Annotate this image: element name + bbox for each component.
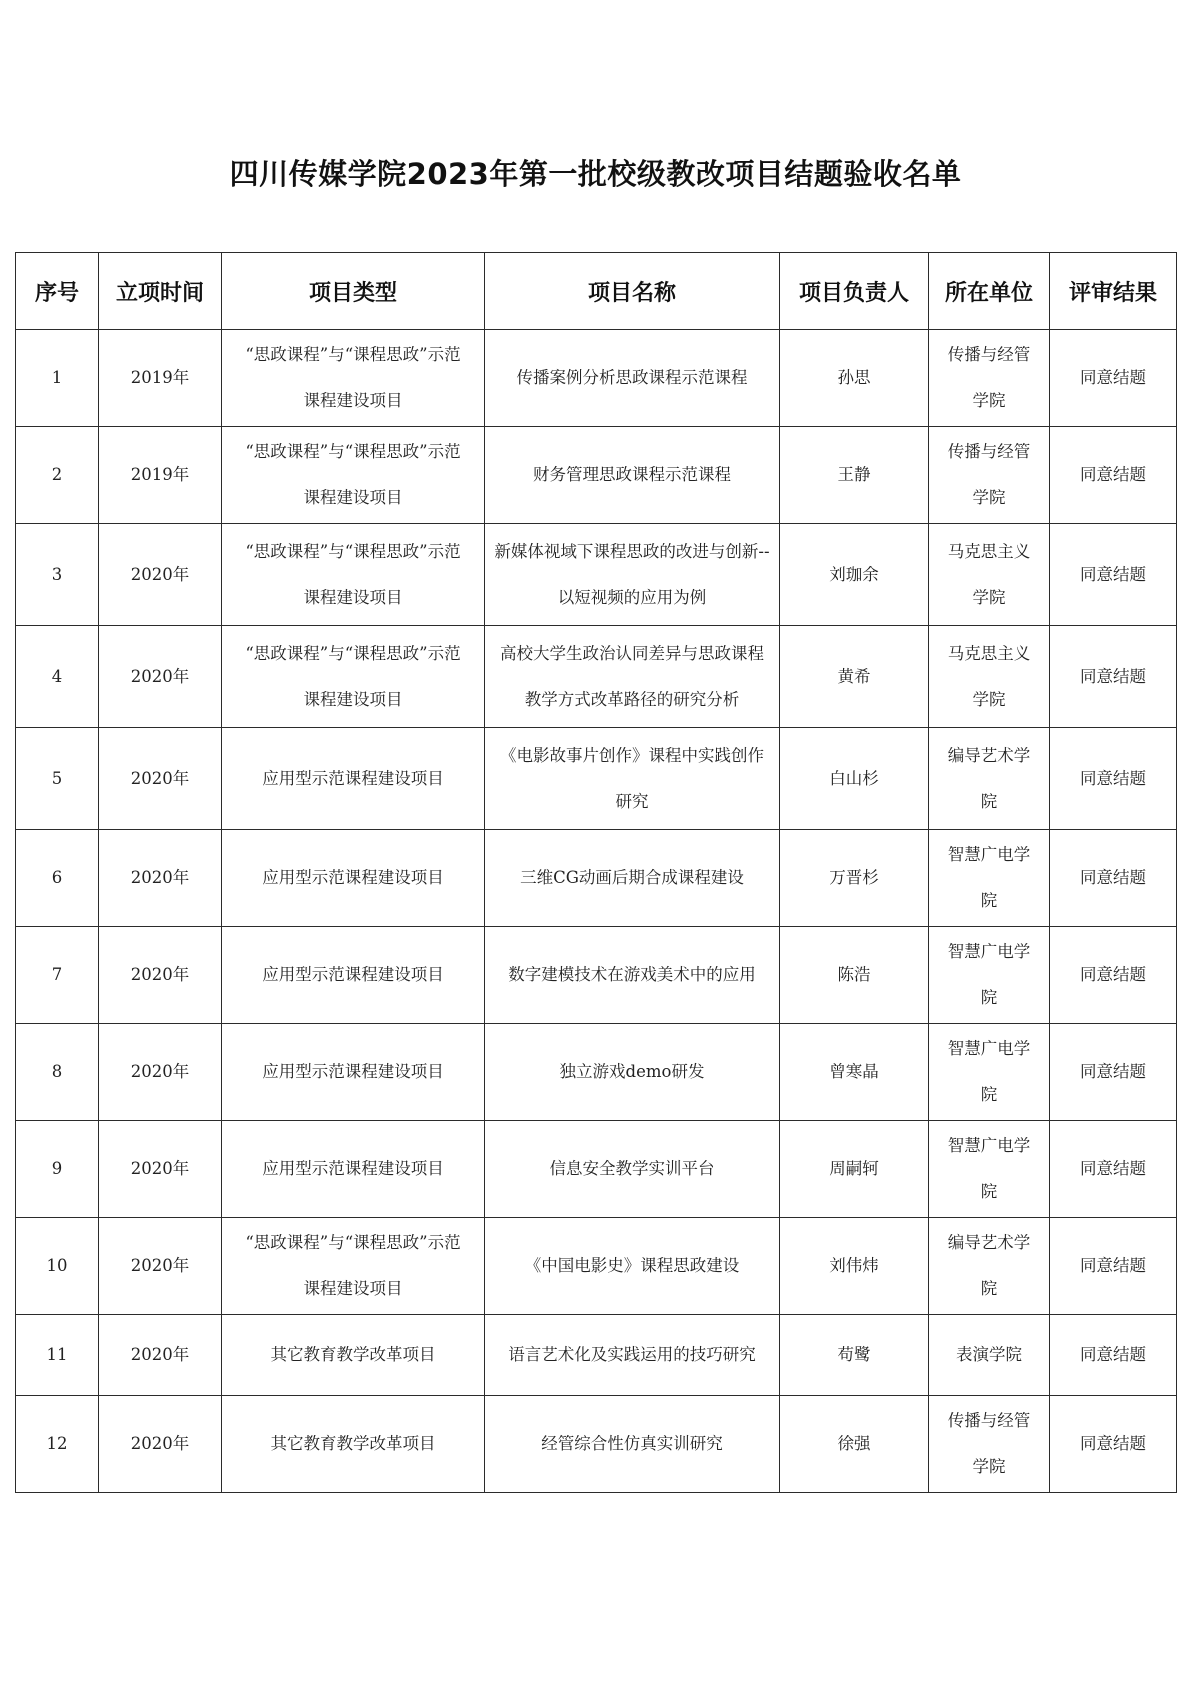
cell-unit xyxy=(929,1024,1050,1121)
project-name-text: 高校大学生政治认同差异与思政课程教学方式改革路径的研究分析 xyxy=(500,643,764,709)
cell-review-result: 同意结题 xyxy=(1050,330,1177,427)
cell-unit xyxy=(929,1315,1050,1396)
cell-project-name xyxy=(485,830,780,927)
cell-review-result: 同意结题 xyxy=(1050,626,1177,728)
header-unit: 所在单位 xyxy=(929,253,1050,330)
cell-approval-time: 2020年 xyxy=(99,1315,222,1396)
table-header-row xyxy=(16,253,1177,330)
project-type-text: “思政课程”与“课程思政”示范课程建设项目 xyxy=(245,442,461,507)
cell-approval-time: 2020年 xyxy=(99,524,222,626)
table-row xyxy=(16,1121,1177,1218)
cell-approval-time: 2020年 xyxy=(99,927,222,1024)
unit-text: 智慧广电学院 xyxy=(947,942,1031,1007)
cell-project-type xyxy=(222,626,485,728)
cell-serial-number: 8 xyxy=(16,1024,99,1121)
project-type-text: “思政课程”与“课程思政”示范课程建设项目 xyxy=(245,1233,461,1298)
cell-project-type xyxy=(222,927,485,1024)
unit-text: 表演学院 xyxy=(956,1345,1022,1364)
cell-project-type xyxy=(222,427,485,524)
cell-serial-number: 3 xyxy=(16,524,99,626)
project-type-text: 应用型示范课程建设项目 xyxy=(262,1159,444,1178)
cell-project-type xyxy=(222,728,485,830)
cell-project-name xyxy=(485,1396,780,1493)
cell-unit xyxy=(929,728,1050,830)
cell-project-type xyxy=(222,1121,485,1218)
unit-text: 智慧广电学院 xyxy=(947,1039,1031,1104)
table-row xyxy=(16,427,1177,524)
project-type-text: 应用型示范课程建设项目 xyxy=(262,868,444,887)
table-row xyxy=(16,626,1177,728)
project-name-text: 数字建模技术在游戏美术中的应用 xyxy=(508,965,756,984)
project-type-text: 应用型示范课程建设项目 xyxy=(262,965,444,984)
cell-project-name xyxy=(485,1218,780,1315)
cell-project-type xyxy=(222,524,485,626)
header-serial-number: 序号 xyxy=(16,253,99,330)
project-type-text: “思政课程”与“课程思政”示范课程建设项目 xyxy=(245,643,461,709)
cell-project-name xyxy=(485,1315,780,1396)
document-title: 四川传媒学院2023年第一批校级教改项目结题验收名单 xyxy=(229,157,962,191)
unit-text: 编导艺术学院 xyxy=(947,1233,1031,1298)
unit-text: 马克思主义学院 xyxy=(947,643,1031,709)
cell-project-name xyxy=(485,626,780,728)
cell-project-leader: 周嗣轲 xyxy=(780,1121,929,1218)
cell-review-result: 同意结题 xyxy=(1050,1024,1177,1121)
cell-project-leader: 万晋杉 xyxy=(780,830,929,927)
cell-project-name xyxy=(485,728,780,830)
table-row xyxy=(16,1315,1177,1396)
cell-project-name xyxy=(485,427,780,524)
cell-review-result: 同意结题 xyxy=(1050,927,1177,1024)
cell-approval-time: 2020年 xyxy=(99,1396,222,1493)
table-row xyxy=(16,728,1177,830)
cell-unit xyxy=(929,830,1050,927)
cell-approval-time: 2019年 xyxy=(99,330,222,427)
cell-review-result: 同意结题 xyxy=(1050,830,1177,927)
cell-serial-number: 4 xyxy=(16,626,99,728)
cell-unit xyxy=(929,927,1050,1024)
project-name-text: 新媒体视域下课程思政的改进与创新--以短视频的应用为例 xyxy=(494,541,770,607)
unit-text: 马克思主义学院 xyxy=(947,541,1031,607)
cell-approval-time: 2019年 xyxy=(99,427,222,524)
cell-project-name xyxy=(485,524,780,626)
cell-serial-number: 12 xyxy=(16,1396,99,1493)
cell-approval-time: 2020年 xyxy=(99,1024,222,1121)
cell-review-result: 同意结题 xyxy=(1050,1396,1177,1493)
cell-project-leader: 孙思 xyxy=(780,330,929,427)
cell-project-type xyxy=(222,1024,485,1121)
cell-project-type xyxy=(222,830,485,927)
cell-unit xyxy=(929,524,1050,626)
cell-unit xyxy=(929,427,1050,524)
cell-review-result: 同意结题 xyxy=(1050,427,1177,524)
cell-approval-time: 2020年 xyxy=(99,1218,222,1315)
project-name-text: 《中国电影史》课程思政建设 xyxy=(524,1256,740,1275)
cell-unit xyxy=(929,330,1050,427)
project-name-text: 财务管理思政课程示范课程 xyxy=(533,465,731,484)
project-type-text: 其它教育教学改革项目 xyxy=(270,1345,436,1364)
table-row xyxy=(16,524,1177,626)
cell-review-result: 同意结题 xyxy=(1050,1121,1177,1218)
table-row xyxy=(16,1024,1177,1121)
project-name-text: 经管综合性仿真实训研究 xyxy=(541,1434,723,1453)
cell-serial-number: 5 xyxy=(16,728,99,830)
cell-project-leader: 白山杉 xyxy=(780,728,929,830)
table-row xyxy=(16,830,1177,927)
cell-serial-number: 1 xyxy=(16,330,99,427)
cell-serial-number: 9 xyxy=(16,1121,99,1218)
cell-project-type xyxy=(222,1218,485,1315)
cell-serial-number: 2 xyxy=(16,427,99,524)
cell-project-leader: 曾寒晶 xyxy=(780,1024,929,1121)
table-row xyxy=(16,330,1177,427)
header-project-type: 项目类型 xyxy=(222,253,485,330)
cell-serial-number: 11 xyxy=(16,1315,99,1396)
project-name-text: 语言艺术化及实践运用的技巧研究 xyxy=(508,1345,756,1364)
unit-text: 传播与经管学院 xyxy=(947,345,1031,410)
project-name-text: 《电影故事片创作》课程中实践创作研究 xyxy=(500,745,764,811)
project-name-text: 独立游戏demo研发 xyxy=(559,1062,705,1081)
cell-project-leader: 陈浩 xyxy=(780,927,929,1024)
cell-project-leader: 刘伟炜 xyxy=(780,1218,929,1315)
cell-project-leader: 刘珈余 xyxy=(780,524,929,626)
cell-approval-time: 2020年 xyxy=(99,728,222,830)
cell-project-name xyxy=(485,1121,780,1218)
unit-text: 传播与经管学院 xyxy=(947,1411,1031,1476)
header-review-result: 评审结果 xyxy=(1050,253,1177,330)
table-row xyxy=(16,927,1177,1024)
cell-review-result: 同意结题 xyxy=(1050,728,1177,830)
cell-review-result: 同意结题 xyxy=(1050,524,1177,626)
cell-project-type xyxy=(222,1396,485,1493)
project-type-text: 应用型示范课程建设项目 xyxy=(262,1062,444,1081)
cell-project-type xyxy=(222,330,485,427)
table-row xyxy=(16,1396,1177,1493)
project-type-text: 应用型示范课程建设项目 xyxy=(262,768,444,788)
cell-project-name xyxy=(485,1024,780,1121)
header-approval-time: 立项时间 xyxy=(99,253,222,330)
cell-unit xyxy=(929,1396,1050,1493)
unit-text: 传播与经管学院 xyxy=(947,442,1031,507)
cell-review-result: 同意结题 xyxy=(1050,1315,1177,1396)
cell-serial-number: 7 xyxy=(16,927,99,1024)
cell-project-name xyxy=(485,330,780,427)
cell-project-leader: 黄希 xyxy=(780,626,929,728)
cell-unit xyxy=(929,626,1050,728)
project-name-text: 信息安全教学实训平台 xyxy=(549,1159,715,1178)
cell-project-leader: 徐强 xyxy=(780,1396,929,1493)
project-type-text: 其它教育教学改革项目 xyxy=(270,1434,436,1453)
cell-approval-time: 2020年 xyxy=(99,830,222,927)
project-table xyxy=(15,252,1177,1493)
header-project-name: 项目名称 xyxy=(485,253,780,330)
cell-approval-time: 2020年 xyxy=(99,626,222,728)
table-row xyxy=(16,1218,1177,1315)
unit-text: 编导艺术学院 xyxy=(947,745,1031,811)
cell-approval-time: 2020年 xyxy=(99,1121,222,1218)
project-name-text: 传播案例分析思政课程示范课程 xyxy=(516,368,748,387)
cell-serial-number: 6 xyxy=(16,830,99,927)
project-type-text: “思政课程”与“课程思政”示范课程建设项目 xyxy=(245,541,461,607)
unit-text: 智慧广电学院 xyxy=(947,1136,1031,1201)
cell-project-leader: 苟鹭 xyxy=(780,1315,929,1396)
project-type-text: “思政课程”与“课程思政”示范课程建设项目 xyxy=(245,345,461,410)
cell-project-type xyxy=(222,1315,485,1396)
cell-unit xyxy=(929,1218,1050,1315)
cell-review-result: 同意结题 xyxy=(1050,1218,1177,1315)
cell-unit xyxy=(929,1121,1050,1218)
unit-text: 智慧广电学院 xyxy=(947,845,1031,910)
project-name-text: 三维CG动画后期合成课程建设 xyxy=(520,868,744,887)
cell-project-name xyxy=(485,927,780,1024)
header-project-leader: 项目负责人 xyxy=(780,253,929,330)
cell-project-leader: 王静 xyxy=(780,427,929,524)
cell-serial-number: 10 xyxy=(16,1218,99,1315)
